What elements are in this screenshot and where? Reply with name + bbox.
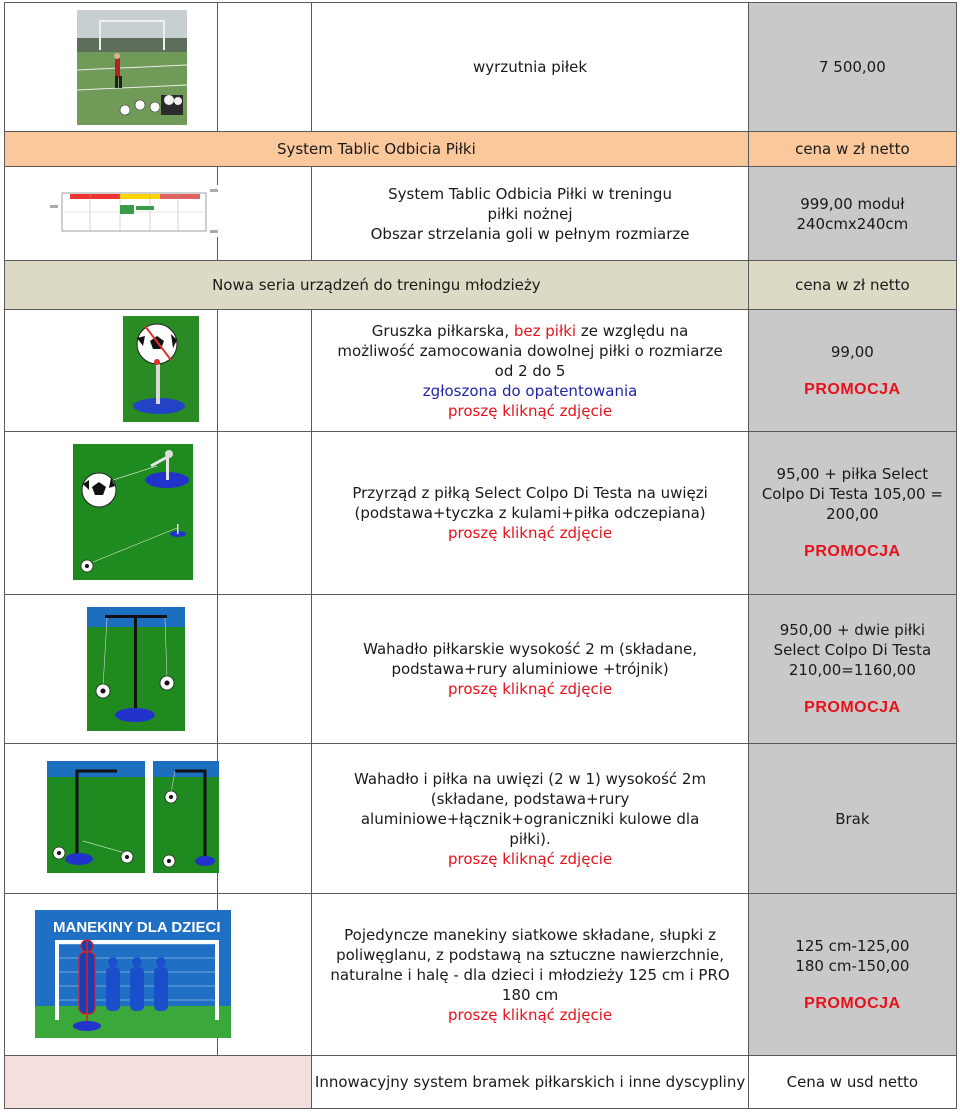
blank-cell <box>218 310 312 432</box>
section-title: Innowacyjny system bramek piłkarskich i inne dyscypliny <box>312 1056 748 1109</box>
product-price <box>748 595 956 744</box>
product-price <box>748 167 956 261</box>
description-text: ze względu na możliwość zamocowania dowolnej piłki o rozmiarze od 2 do 5 <box>337 321 723 380</box>
table-row <box>5 744 957 894</box>
tethered-ball-photo[interactable] <box>73 444 193 580</box>
blank-cell <box>218 432 312 595</box>
price-line: 999,00 moduł <box>800 194 905 213</box>
product-description <box>312 744 748 894</box>
table-row <box>5 595 957 744</box>
section-spacer <box>5 1056 312 1109</box>
mannequins-photo[interactable] <box>35 910 231 1038</box>
price-value: 99,00 <box>830 342 874 361</box>
description-text: Wahadło i piłka na uwięzi (2 w 1) wysokość 2m (składane, podstawa+rury aluminiowe+łącznik+ograniczniki kulowe dla piłki). <box>354 769 707 848</box>
price-header: Cena w usd netto <box>748 1056 956 1109</box>
product-image-cell <box>5 310 218 432</box>
click-photo-link[interactable]: proszę kliknąć zdjęcie <box>448 1005 613 1024</box>
promo-badge: PROMOCJA <box>804 543 901 560</box>
product-image-cell <box>5 3 218 132</box>
product-description <box>312 167 748 261</box>
product-price <box>748 432 956 595</box>
product-description <box>312 894 748 1056</box>
blank-cell <box>218 3 312 132</box>
rebound-board-diagram[interactable] <box>50 185 220 237</box>
click-photo-link[interactable]: proszę kliknąć zdjęcie <box>448 401 613 420</box>
section-header <box>5 261 957 310</box>
blank-cell <box>218 894 312 1056</box>
blank-cell <box>218 167 312 261</box>
table-row <box>5 894 957 1056</box>
price-header: cena w zł netto <box>748 132 956 167</box>
ball-launcher-photo[interactable] <box>77 10 187 125</box>
description-text: Przyrząd z piłką Select Colpo Di Testa na uwięzi (podstawa+tyczka z kulami+piłka odczepiana) <box>352 484 708 522</box>
product-image-cell <box>5 894 221 1056</box>
product-description <box>312 432 748 595</box>
product-image-cell <box>5 432 218 595</box>
click-photo-link[interactable]: proszę kliknąć zdjęcie <box>448 849 613 868</box>
blank-cell <box>218 744 312 894</box>
table-row <box>5 432 957 595</box>
price-list-table <box>4 2 957 1109</box>
section-header <box>5 1056 957 1109</box>
pendulum-tether-photo-1[interactable] <box>47 761 145 873</box>
description-text: Wahadło piłkarskie wysokość 2 m (składane, podstawa+rury aluminiowe +trójnik) <box>363 640 698 678</box>
ball-holder-photo[interactable] <box>123 316 199 422</box>
pendulum-tether-photo-2[interactable] <box>153 761 219 873</box>
product-description <box>312 595 748 744</box>
price-value: 950,00 + dwie piłki Select Colpo Di Testa 210,00=1160,00 <box>773 621 932 679</box>
description-text: Pojedyncze manekiny siatkowe składane, słupki z poliwęglanu, z podstawą na sztuczne nawierzchnie, naturalne i halę - dla dzieci i młodzieży 125 cm i PRO 180 cm <box>330 925 730 1004</box>
section-header <box>5 132 957 167</box>
section-title: System Tablic Odbicia Piłki <box>5 132 749 167</box>
click-photo-link[interactable]: proszę kliknąć zdjęcie <box>448 524 613 542</box>
product-price: 7 500,00 <box>748 3 956 132</box>
table-row <box>5 167 957 261</box>
click-photo-link[interactable]: proszę kliknąć zdjęcie <box>448 680 613 698</box>
banner-text: MANEKINY DLA DZIECI <box>53 919 221 936</box>
price-line: 180 cm-150,00 <box>795 956 910 975</box>
promo-badge: PROMOCJA <box>804 699 901 716</box>
blank-cell <box>218 595 312 744</box>
description-line: Obszar strzelania goli w pełnym rozmiarze <box>370 224 690 243</box>
price-header: cena w zł netto <box>748 261 956 310</box>
product-description: wyrzutnia piłek <box>312 3 748 132</box>
product-image-cell <box>5 167 218 261</box>
price-line: 240cmx240cm <box>796 214 909 233</box>
description-text: Gruszka piłkarska, <box>371 321 510 340</box>
product-image-cell <box>5 595 218 744</box>
product-price: Brak <box>748 744 956 894</box>
price-value: 95,00 + piłka Select Colpo Di Testa 105,00 = 200,00 <box>761 465 943 523</box>
table-row <box>5 3 957 132</box>
price-line: 125 cm-125,00 <box>795 936 910 955</box>
description-line: System Tablic Odbicia Piłki w treningu piłki nożnej <box>388 184 672 223</box>
promo-badge: PROMOCJA <box>804 994 901 1012</box>
product-description <box>312 310 748 432</box>
product-image-cell <box>5 744 218 894</box>
pendulum-photo[interactable] <box>87 607 185 731</box>
highlight-text: bez piłki <box>513 321 577 340</box>
promo-badge: PROMOCJA <box>804 380 901 398</box>
product-price <box>748 310 956 432</box>
product-price <box>748 894 956 1056</box>
table-row <box>5 310 957 432</box>
patent-note: zgłoszona do opatentowania <box>422 381 638 400</box>
section-title: Nowa seria urządzeń do treningu młodzieży <box>5 261 749 310</box>
